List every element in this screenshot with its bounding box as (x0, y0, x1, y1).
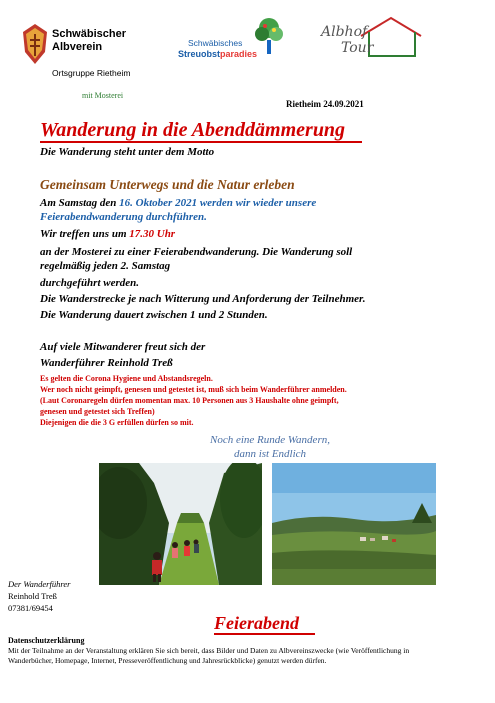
body-line-8: Die Wanderung dauert zwischen 1 und 2 Stunden. (40, 309, 268, 321)
body-line-3: Wir treffen uns um 17.30 Uhr (40, 228, 176, 240)
feierabend-heading: Feierabend (214, 613, 299, 633)
body-line-9: Auf viele Mitwanderer freut sich der (40, 341, 206, 353)
datenschutz-heading: Datenschutzerklärung (8, 636, 85, 645)
corona-line-3: (Laut Coronaregeln dürfen momentan max. 10 Personen aus 3 Haushalte ohne geimpft, (40, 396, 339, 405)
tree-icon (253, 16, 285, 58)
body-line-10: Wanderführer Reinhold Treß (40, 357, 173, 369)
body-line-2: Feierabendwanderung durchführen. (40, 211, 207, 223)
albverein-logo (20, 22, 170, 102)
guide-name: Reinhold Treß (8, 591, 57, 601)
guide-phone: 07381/69454 (8, 603, 53, 613)
page-title: Wanderung in die Abenddämmerung (40, 119, 346, 141)
guide-caption (8, 578, 70, 614)
albverein-mosterei: mit Mosterei (82, 91, 124, 100)
albverein-emblem-icon (20, 22, 50, 66)
albhof-tour-logo (315, 16, 425, 66)
body-line-1: Am Samstag den 16. Oktober 2021 werden wir wieder unsere (40, 197, 317, 209)
runde-text: Noch eine Runde Wandern, dann ist Endlich (210, 434, 330, 460)
corona-line-1: Es gelten die Corona Hygiene und Abstandsregeln. (40, 374, 213, 383)
hiking-photo-forest (99, 463, 262, 585)
document-date: Rietheim 24.09.2021 (286, 99, 364, 109)
corona-line-2: Wer noch nicht geimpft, genesen und getestet ist, muß sich beim Wanderführer anmelden. (40, 385, 347, 394)
streuobst-line2: Streuobstparadies (178, 49, 258, 59)
motto: Gemeinsam Unterwegs und die Natur erleben (40, 177, 295, 192)
motto-intro: Die Wanderung steht unter dem Motto (40, 146, 215, 158)
streuobstparadies-logo (178, 20, 288, 65)
body-line-7: Die Wanderstrecke je nach Witterung und Anforderung der Teilnehmer. (40, 293, 366, 305)
corona-line-4: genesen und getestet sich Treffen) (40, 407, 155, 416)
datenschutz-text: Mit der Teilnahme an der Veranstaltung erklären Sie sich bereit, dass Bilder und Daten zu Albvereinszwecke (wie Veröffentlichung in Wanderbücher, Homepage, Internet, Presseveröffentlichung und Jahresrückblicke) genutzt werden dürfen. (8, 646, 410, 665)
albhof-text: Albhof (321, 24, 368, 40)
body-line-4: an der Mosterei zu einer Feierabendwanderung. Die Wanderung soll (40, 246, 353, 258)
tour-text: Tour (341, 40, 374, 56)
streuobst-line1: Schwäbisches (188, 38, 243, 48)
body-line-6: durchgeführt werden. (40, 277, 140, 289)
guide-caption-title: Der Wanderführer (8, 579, 71, 589)
body-line-5: regelmäßig jeden 2. Samstag (40, 260, 171, 272)
landscape-photo (272, 463, 436, 585)
albverein-group: Ortsgruppe Rietheim (52, 68, 131, 78)
albverein-name: Schwäbischer Albverein (52, 28, 126, 53)
feierabend-underline (214, 633, 315, 635)
title-underline (40, 141, 362, 143)
corona-line-5: Diejenigen die die 3 G erfüllen dürfen so mit. (40, 418, 194, 427)
